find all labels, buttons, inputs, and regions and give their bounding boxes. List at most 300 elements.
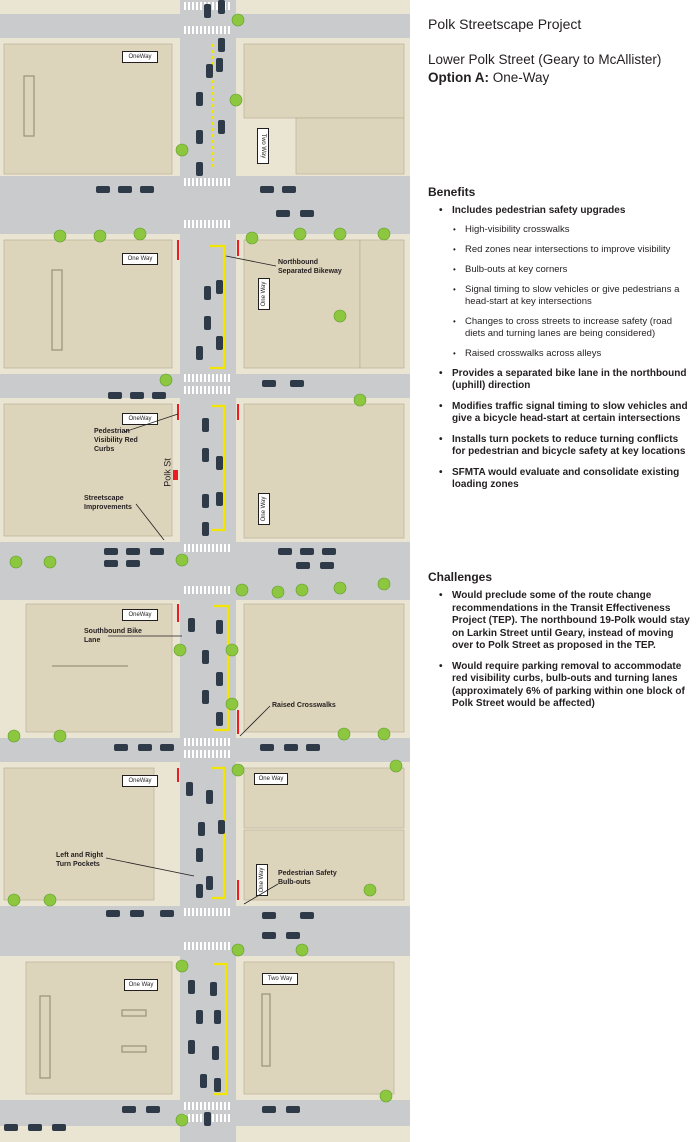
street-label-polk: Polk St — [162, 458, 173, 487]
crosswalk-stripe — [204, 178, 206, 186]
crosswalk-stripe — [220, 220, 222, 228]
challenges-heading: Challenges — [428, 570, 493, 584]
car-icon — [186, 782, 193, 796]
crosswalk-stripe — [212, 586, 214, 594]
car-icon — [216, 456, 223, 470]
crosswalk-stripe — [192, 1102, 194, 1110]
crosswalk-stripe — [204, 386, 206, 394]
car-icon — [276, 210, 290, 217]
crosswalk-stripe — [192, 750, 194, 758]
crosswalk-stripe — [220, 386, 222, 394]
crosswalk-stripe — [188, 386, 190, 394]
crosswalk-stripe — [216, 1102, 218, 1110]
car-icon — [216, 280, 223, 294]
crosswalk-stripe — [208, 544, 210, 552]
crosswalk-stripe — [192, 544, 194, 552]
benefits-list — [428, 205, 694, 500]
crosswalk-stripe — [208, 1102, 210, 1110]
crosswalk-stripe — [208, 26, 210, 34]
crosswalk-stripe — [196, 908, 198, 916]
tree-icon — [272, 586, 284, 598]
crosswalk-stripe — [228, 908, 230, 916]
crosswalk-stripe — [220, 178, 222, 186]
crosswalk-stripe — [216, 738, 218, 746]
car-icon — [282, 186, 296, 193]
crosswalk-stripe — [224, 1114, 226, 1122]
crosswalk-stripe — [204, 942, 206, 950]
crosswalk-stripe — [196, 750, 198, 758]
car-icon — [286, 1106, 300, 1113]
tree-icon — [378, 578, 390, 590]
car-icon — [146, 1106, 160, 1113]
list-item: • Would require parking removal to accommodate red visibility curbs, bulb-outs and turning lanes (approximately 6% of parking within one block of Polk Street would be affected) — [428, 661, 694, 711]
crosswalk-stripe — [204, 544, 206, 552]
crosswalk-stripe — [224, 908, 226, 916]
option-value: One-Way — [492, 70, 550, 85]
tree-icon — [174, 644, 186, 656]
list-item: • Raised crosswalks across alleys — [452, 348, 694, 360]
car-icon — [218, 0, 225, 14]
crosswalk-stripe — [204, 908, 206, 916]
crosswalk-stripe — [192, 2, 194, 10]
crosswalk-stripe — [220, 586, 222, 594]
option-line — [428, 70, 549, 85]
crosswalk-stripe — [184, 2, 186, 10]
crosswalk-stripe — [204, 374, 206, 382]
car-icon — [206, 64, 213, 78]
crosswalk-stripe — [228, 386, 230, 394]
car-icon — [214, 1010, 221, 1024]
car-icon — [218, 120, 225, 134]
crosswalk-stripe — [228, 586, 230, 594]
list-item: • Modifies traffic signal timing to slow vehicles and give a bicycle head-start at certain intersections — [428, 401, 694, 426]
crosswalk-stripe — [208, 586, 210, 594]
callout-streetscape: Streetscape Improvements — [84, 495, 132, 511]
one-way-sign: OneWay — [122, 775, 158, 787]
crosswalk-stripe — [188, 586, 190, 594]
car-icon — [196, 346, 203, 360]
car-icon — [196, 162, 203, 176]
car-icon — [126, 560, 140, 567]
tree-icon — [296, 944, 308, 956]
crosswalk-stripe — [188, 26, 190, 34]
car-icon — [106, 910, 120, 917]
crosswalk-stripe — [184, 374, 186, 382]
tree-icon — [10, 556, 22, 568]
tree-icon — [54, 230, 66, 242]
crosswalk-stripe — [208, 220, 210, 228]
crosswalk-stripe — [204, 26, 206, 34]
tree-icon — [160, 374, 172, 386]
list-item: • Red zones near intersections to improve visibility — [452, 244, 694, 256]
crosswalk-stripe — [216, 750, 218, 758]
crosswalk-stripe — [212, 544, 214, 552]
crosswalk-stripe — [200, 178, 202, 186]
crosswalk-stripe — [228, 1114, 230, 1122]
crosswalk-stripe — [200, 2, 202, 10]
tree-icon — [134, 228, 146, 240]
tree-icon — [8, 894, 20, 906]
crosswalk-stripe — [184, 544, 186, 552]
crosswalk-stripe — [228, 178, 230, 186]
tree-icon — [246, 232, 258, 244]
tree-icon — [230, 94, 242, 106]
crosswalk-stripe — [192, 386, 194, 394]
crosswalk-stripe — [228, 738, 230, 746]
crosswalk-stripe — [224, 374, 226, 382]
tree-icon — [354, 394, 366, 406]
tree-icon — [226, 644, 238, 656]
crosswalk-stripe — [196, 942, 198, 950]
crosswalk-stripe — [208, 750, 210, 758]
tree-icon — [378, 228, 390, 240]
crosswalk-stripe — [224, 1102, 226, 1110]
crosswalk-stripe — [196, 386, 198, 394]
car-icon — [202, 650, 209, 664]
callout-bulb-outs: Pedestrian Safety Bulb-outs — [278, 870, 337, 886]
crosswalk-stripe — [228, 26, 230, 34]
callout-northbound-bikeway: Northbound Separated Bikeway — [278, 259, 342, 275]
car-icon — [204, 316, 211, 330]
car-icon — [296, 562, 310, 569]
tree-icon — [334, 310, 346, 322]
car-icon — [322, 548, 336, 555]
car-icon — [198, 822, 205, 836]
crosswalk-stripe — [184, 586, 186, 594]
car-icon — [96, 186, 110, 193]
callout-southbound-bike: Southbound Bike Lane — [84, 628, 142, 644]
crosswalk-stripe — [184, 220, 186, 228]
car-icon — [204, 1112, 211, 1126]
crosswalk-stripe — [224, 738, 226, 746]
crosswalk-stripe — [188, 220, 190, 228]
list-item: • Installs turn pockets to reduce turning conflicts for pedestrian and bicycle safety at key locations — [428, 434, 694, 459]
tree-icon — [176, 554, 188, 566]
crosswalk-stripe — [216, 26, 218, 34]
crosswalk-stripe — [212, 374, 214, 382]
crosswalk-stripe — [212, 386, 214, 394]
car-icon — [216, 620, 223, 634]
car-icon — [4, 1124, 18, 1131]
car-icon — [140, 186, 154, 193]
crosswalk-stripe — [224, 544, 226, 552]
car-icon — [210, 982, 217, 996]
car-icon — [28, 1124, 42, 1131]
crosswalk-stripe — [196, 738, 198, 746]
crosswalk-stripe — [196, 544, 198, 552]
one-way-sign: One Way — [254, 773, 288, 785]
crosswalk-stripe — [192, 738, 194, 746]
car-icon — [300, 912, 314, 919]
list-item: • High-visibility crosswalks — [452, 224, 694, 236]
tree-icon — [390, 760, 402, 772]
crosswalk-stripe — [196, 178, 198, 186]
crosswalk-stripe — [204, 586, 206, 594]
crosswalk-stripe — [212, 26, 214, 34]
crosswalk-stripe — [216, 942, 218, 950]
crosswalk-stripe — [204, 220, 206, 228]
car-icon — [200, 1074, 207, 1088]
car-icon — [306, 744, 320, 751]
tree-icon — [94, 230, 106, 242]
crosswalk-stripe — [216, 586, 218, 594]
page-subtitle: Lower Polk Street (Geary to McAllister) — [428, 52, 662, 67]
one-way-sign: One Way — [256, 864, 268, 896]
crosswalk-stripe — [224, 26, 226, 34]
tree-icon — [364, 884, 376, 896]
crosswalk-stripe — [196, 220, 198, 228]
crosswalk-stripe — [208, 374, 210, 382]
car-icon — [286, 932, 300, 939]
crosswalk-stripe — [192, 26, 194, 34]
crosswalk-stripe — [204, 738, 206, 746]
tree-icon — [232, 944, 244, 956]
one-way-sign: OneWay — [122, 413, 158, 425]
crosswalk-stripe — [184, 178, 186, 186]
tree-icon — [378, 728, 390, 740]
car-icon — [218, 38, 225, 52]
car-icon — [206, 876, 213, 890]
tree-icon — [176, 1114, 188, 1126]
list-item: • Includes pedestrian safety upgrades • High-visibility crosswalks • Red zones near intersections to improve visibility • Bulb-outs at key corners • Signal timing to slow vehicles or give pedestrians a head-start at key intersections • Changes to cross streets to increase safety (road diets and turning lanes are being considered) • Raised crosswalks across alleys — [428, 205, 694, 360]
car-icon — [262, 380, 276, 387]
crosswalk-stripe — [196, 2, 198, 10]
crosswalk-stripe — [192, 178, 194, 186]
tree-icon — [54, 730, 66, 742]
car-icon — [202, 494, 209, 508]
two-way-sign: Two Way — [262, 973, 298, 985]
crosswalk-stripe — [188, 942, 190, 950]
crosswalk-stripe — [196, 374, 198, 382]
car-icon — [216, 672, 223, 686]
crosswalk-stripe — [208, 178, 210, 186]
car-icon — [188, 618, 195, 632]
crosswalk-stripe — [220, 738, 222, 746]
tree-icon — [226, 698, 238, 710]
crosswalk-stripe — [224, 386, 226, 394]
tree-icon — [334, 228, 346, 240]
callout-turn-pockets: Left and Right Turn Pockets — [56, 852, 104, 868]
car-icon — [104, 560, 118, 567]
car-icon — [150, 548, 164, 555]
car-icon — [130, 910, 144, 917]
car-icon — [212, 1046, 219, 1060]
crosswalk-stripe — [212, 1102, 214, 1110]
car-icon — [216, 712, 223, 726]
crosswalk-stripe — [212, 178, 214, 186]
crosswalk-stripe — [208, 942, 210, 950]
crosswalk-stripe — [228, 1102, 230, 1110]
crosswalk-stripe — [228, 750, 230, 758]
crosswalk-stripe — [200, 374, 202, 382]
crosswalk-stripe — [220, 908, 222, 916]
crosswalk-stripe — [220, 1102, 222, 1110]
crosswalk-stripe — [216, 386, 218, 394]
car-icon — [196, 1010, 203, 1024]
car-icon — [290, 380, 304, 387]
crosswalk-stripe — [224, 750, 226, 758]
crosswalk-stripe — [208, 386, 210, 394]
list-item: • SFMTA would evaluate and consolidate existing loading zones — [428, 467, 694, 492]
crosswalk-stripe — [216, 1114, 218, 1122]
crosswalk-stripe — [228, 544, 230, 552]
car-icon — [300, 210, 314, 217]
crosswalk-stripe — [216, 2, 218, 10]
crosswalk-stripe — [220, 750, 222, 758]
polk-street — [180, 0, 236, 1142]
option-label: Option A: — [428, 70, 489, 85]
crosswalk-stripe — [216, 374, 218, 382]
car-icon — [126, 548, 140, 555]
car-icon — [114, 744, 128, 751]
crosswalk-stripe — [200, 738, 202, 746]
one-way-sign: OneWay — [122, 609, 158, 621]
one-way-sign: OneWay — [122, 51, 158, 63]
crosswalk-stripe — [188, 738, 190, 746]
car-icon — [160, 744, 174, 751]
page-title: Polk Streetscape Project — [428, 16, 582, 32]
tree-icon — [176, 960, 188, 972]
tree-icon — [338, 728, 350, 740]
crosswalk-stripe — [200, 1114, 202, 1122]
car-icon — [278, 548, 292, 555]
crosswalk-stripe — [188, 1102, 190, 1110]
car-icon — [206, 790, 213, 804]
crosswalk-stripe — [200, 750, 202, 758]
tree-icon — [232, 14, 244, 26]
crosswalk-stripe — [224, 942, 226, 950]
car-icon — [204, 286, 211, 300]
crosswalk-stripe — [224, 178, 226, 186]
car-icon — [152, 392, 166, 399]
crosswalk-stripe — [212, 220, 214, 228]
tree-icon — [44, 556, 56, 568]
car-icon — [188, 980, 195, 994]
car-icon — [260, 744, 274, 751]
crosswalk-stripe — [208, 908, 210, 916]
crosswalk-stripe — [184, 26, 186, 34]
car-icon — [262, 1106, 276, 1113]
car-icon — [138, 744, 152, 751]
tree-icon — [294, 228, 306, 240]
car-icon — [202, 418, 209, 432]
car-icon — [216, 336, 223, 350]
tree-icon — [236, 584, 248, 596]
crosswalk-stripe — [188, 1114, 190, 1122]
tree-icon — [176, 144, 188, 156]
tree-icon — [380, 1090, 392, 1102]
crosswalk-stripe — [212, 942, 214, 950]
car-icon — [196, 130, 203, 144]
list-item: • Signal timing to slow vehicles or give pedestrians a head-start at key intersections — [452, 284, 694, 308]
crosswalk-stripe — [228, 374, 230, 382]
car-icon — [216, 58, 223, 72]
crosswalk-stripe — [188, 544, 190, 552]
crosswalk-stripe — [196, 1114, 198, 1122]
callout-red-curbs: Pedestrian Visibility Red Curbs — [94, 428, 138, 453]
crosswalk-stripe — [224, 220, 226, 228]
crosswalk-stripe — [208, 738, 210, 746]
crosswalk-stripe — [184, 1102, 186, 1110]
car-icon — [218, 820, 225, 834]
crosswalk-stripe — [212, 908, 214, 916]
list-item: • Bulb-outs at key corners — [452, 264, 694, 276]
crosswalk-stripe — [188, 178, 190, 186]
car-icon — [204, 4, 211, 18]
crosswalk-stripe — [192, 1114, 194, 1122]
car-icon — [262, 932, 276, 939]
one-way-sign: One Way — [122, 253, 158, 265]
car-icon — [52, 1124, 66, 1131]
car-icon — [214, 1078, 221, 1092]
crosswalk-stripe — [228, 942, 230, 950]
crosswalk-stripe — [216, 908, 218, 916]
crosswalk-stripe — [184, 738, 186, 746]
crosswalk-stripe — [200, 26, 202, 34]
crosswalk-stripe — [192, 942, 194, 950]
car-icon — [260, 186, 274, 193]
crosswalk-stripe — [216, 220, 218, 228]
one-way-sign: One Way — [258, 493, 270, 525]
crosswalk-stripe — [200, 544, 202, 552]
two-way-sign: Two Way — [257, 128, 269, 164]
crosswalk-stripe — [212, 2, 214, 10]
list-item: • Would preclude some of the route change recommendations in the Transit Effectiveness Project (TEP). The northbound 19-Polk would stay on Larkin Street until Geary, instead of moving over to Polk Street as proposed in the TEP. — [428, 590, 694, 653]
one-way-sign: One Way — [124, 979, 158, 991]
crosswalk-stripe — [184, 750, 186, 758]
car-icon — [284, 744, 298, 751]
crosswalk-stripe — [212, 1114, 214, 1122]
crosswalk-stripe — [200, 942, 202, 950]
crosswalk-stripe — [216, 544, 218, 552]
crosswalk-stripe — [196, 586, 198, 594]
crosswalk-stripe — [196, 1102, 198, 1110]
crosswalk-stripe — [212, 738, 214, 746]
crosswalk-stripe — [228, 2, 230, 10]
crosswalk-stripe — [188, 374, 190, 382]
car-icon — [188, 1040, 195, 1054]
crosswalk-stripe — [224, 586, 226, 594]
list-item: • Changes to cross streets to increase safety (road diets and turning lanes are being considered) — [452, 316, 694, 340]
crosswalk-stripe — [196, 26, 198, 34]
tree-icon — [296, 584, 308, 596]
tree-icon — [44, 894, 56, 906]
car-icon — [196, 92, 203, 106]
car-icon — [130, 392, 144, 399]
car-icon — [118, 186, 132, 193]
car-icon — [104, 548, 118, 555]
crosswalk-stripe — [200, 908, 202, 916]
crosswalk-stripe — [204, 1102, 206, 1110]
car-icon — [216, 492, 223, 506]
info-panel — [428, 0, 696, 1142]
crosswalk-stripe — [184, 908, 186, 916]
crosswalk-stripe — [192, 908, 194, 916]
car-icon — [160, 910, 174, 917]
car-icon — [108, 392, 122, 399]
crosswalk-stripe — [228, 220, 230, 228]
car-icon — [196, 884, 203, 898]
tree-icon — [8, 730, 20, 742]
car-icon — [202, 522, 209, 536]
crosswalk-stripe — [184, 386, 186, 394]
car-icon — [122, 1106, 136, 1113]
crosswalk-stripe — [200, 220, 202, 228]
car-icon — [262, 912, 276, 919]
car-icon — [196, 848, 203, 862]
crosswalk-stripe — [192, 586, 194, 594]
crosswalk-stripe — [200, 1102, 202, 1110]
